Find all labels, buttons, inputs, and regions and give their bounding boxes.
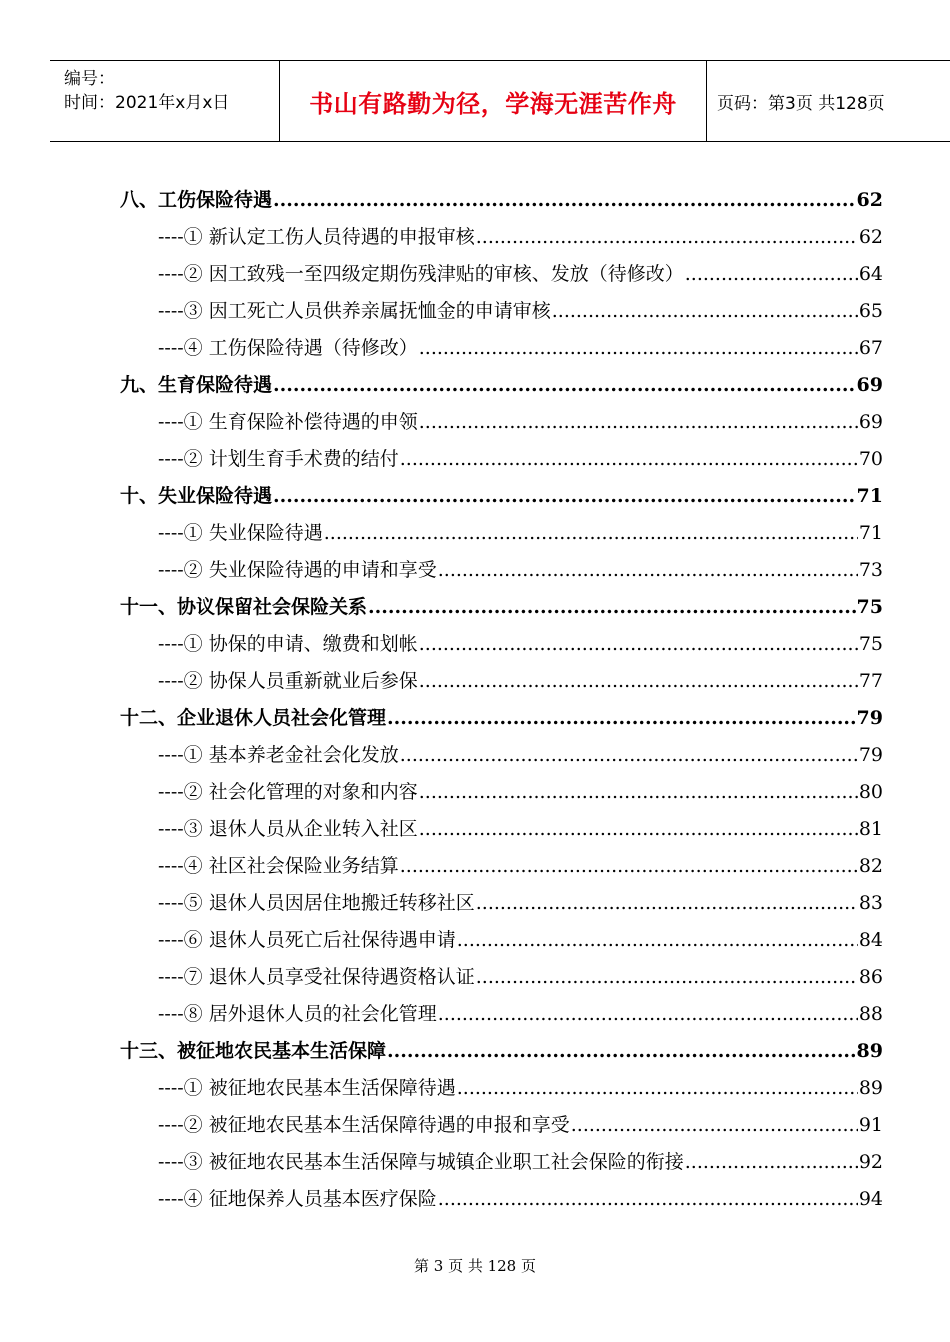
toc-entry[interactable] — [120, 885, 883, 922]
toc-entry-page: 70 — [858, 448, 883, 470]
toc-entry-page: 80 — [858, 781, 883, 803]
toc-entry-page: 81 — [858, 818, 883, 840]
page-footer: 第 3 页 共 128 页 — [413, 1257, 536, 1275]
toc-entry-title: 十三、被征地农民基本生活保障 — [120, 1040, 387, 1062]
toc-entry[interactable] — [120, 256, 883, 293]
toc-entry[interactable] — [120, 737, 883, 774]
toc-entry-page: 89 — [858, 1077, 883, 1099]
toc-leader-dots — [387, 1033, 856, 1070]
toc-entry-title: ----⑥ 退休人员死亡后社保待遇申请 — [158, 929, 456, 951]
toc-entry-page: 75 — [858, 633, 883, 655]
toc-entry-title: 十一、协议保留社会保险关系 — [120, 596, 368, 618]
page-header — [50, 60, 950, 142]
toc-entry[interactable] — [120, 811, 883, 848]
toc-entry[interactable] — [120, 922, 883, 959]
toc-entry-page: 65 — [858, 300, 883, 322]
toc-entry-page: 64 — [858, 263, 883, 285]
toc-entry-title: ----② 社会化管理的对象和内容 — [158, 781, 418, 803]
toc-entry[interactable] — [120, 626, 883, 663]
toc-entry-page: 84 — [858, 929, 883, 951]
toc-entry[interactable] — [120, 404, 883, 441]
toc-entry-title: 十二、企业退休人员社会化管理 — [120, 707, 387, 729]
toc-leader-dots — [476, 959, 858, 996]
toc-entry[interactable] — [120, 515, 883, 552]
toc-entry[interactable] — [120, 1107, 883, 1144]
toc-leader-dots — [419, 663, 858, 700]
toc-entry-page: 88 — [858, 1003, 883, 1025]
toc-entry-page: 62 — [858, 226, 883, 248]
toc-leader-dots — [476, 885, 858, 922]
toc-entry[interactable] — [120, 1181, 883, 1218]
toc-entry[interactable] — [120, 330, 883, 367]
toc-entry-title: ----③ 被征地农民基本生活保障与城镇企业职工社会保险的衔接 — [158, 1151, 684, 1173]
toc-entry-title: ----② 协保人员重新就业后参保 — [158, 670, 418, 692]
toc-entry[interactable] — [120, 219, 883, 256]
toc-entry-page: 77 — [858, 670, 883, 692]
toc-entry-title: ----① 生育保险补偿待遇的申领 — [158, 411, 418, 433]
number-label: 编号： — [64, 69, 115, 89]
toc-entry-title: 九、生育保险待遇 — [120, 374, 273, 396]
toc-entry-title: ----⑧ 居外退休人员的社会化管理 — [158, 1003, 437, 1025]
toc-leader-dots — [571, 1107, 858, 1144]
toc-leader-dots — [457, 1070, 858, 1107]
table-of-contents — [120, 182, 883, 1218]
toc-entry-page: 82 — [858, 855, 883, 877]
toc-entry[interactable] — [120, 700, 883, 737]
toc-entry[interactable] — [120, 774, 883, 811]
toc-leader-dots — [438, 1181, 858, 1218]
toc-entry-title: ----② 计划生育手术费的结付 — [158, 448, 399, 470]
toc-entry-title: ----④ 工伤保险待遇（待修改） — [158, 337, 418, 359]
toc-entry-page: 89 — [856, 1040, 883, 1062]
toc-leader-dots — [552, 293, 858, 330]
toc-leader-dots — [400, 737, 858, 774]
toc-entry-title: ----⑦ 退休人员享受社保待遇资格认证 — [158, 966, 475, 988]
toc-entry-title: ----④ 征地保养人员基本医疗保险 — [158, 1188, 437, 1210]
time-label: 时间：2021年x月x日 — [64, 93, 230, 113]
toc-leader-dots — [387, 700, 856, 737]
toc-entry-page: 71 — [858, 522, 883, 544]
toc-entry-page: 69 — [858, 411, 883, 433]
toc-entry-title: ----② 失业保险待遇的申请和享受 — [158, 559, 437, 581]
toc-entry[interactable] — [120, 552, 883, 589]
toc-entry-title: ----① 被征地农民基本生活保障待遇 — [158, 1077, 456, 1099]
toc-entry-page: 83 — [858, 892, 883, 914]
toc-entry[interactable] — [120, 1144, 883, 1181]
toc-leader-dots — [438, 552, 858, 589]
toc-leader-dots — [273, 478, 856, 515]
toc-entry-title: ----③ 因工死亡人员供养亲属抚恤金的申请审核 — [158, 300, 551, 322]
toc-leader-dots — [419, 774, 858, 811]
toc-leader-dots — [685, 1144, 858, 1181]
toc-entry[interactable] — [120, 663, 883, 700]
toc-leader-dots — [419, 626, 858, 663]
toc-leader-dots — [400, 848, 858, 885]
toc-entry-title: ----③ 退休人员从企业转入社区 — [158, 818, 418, 840]
toc-entry[interactable] — [120, 293, 883, 330]
toc-entry[interactable] — [120, 367, 883, 404]
toc-entry-page: 73 — [858, 559, 883, 581]
toc-entry-page: 67 — [858, 337, 883, 359]
toc-leader-dots — [273, 367, 856, 404]
toc-leader-dots — [324, 515, 858, 552]
toc-leader-dots — [368, 589, 856, 626]
header-motto: 书山有路勤为径，学海无涯苦作舟 — [280, 61, 707, 141]
toc-entry[interactable] — [120, 441, 883, 478]
toc-entry[interactable] — [120, 848, 883, 885]
header-page-info: 页码：第3页 共128页 — [717, 93, 885, 114]
toc-entry-page: 79 — [856, 707, 883, 729]
toc-leader-dots — [419, 330, 858, 367]
toc-leader-dots — [400, 441, 858, 478]
toc-leader-dots — [273, 182, 856, 219]
toc-leader-dots — [685, 256, 858, 293]
toc-entry-title: ----① 新认定工伤人员待遇的申报审核 — [158, 226, 475, 248]
toc-entry-title: ----⑤ 退休人员因居住地搬迁转移社区 — [158, 892, 475, 914]
toc-entry-page: 75 — [856, 596, 883, 618]
toc-entry[interactable] — [120, 1033, 883, 1070]
toc-leader-dots — [438, 996, 858, 1033]
toc-entry-title: ----② 被征地农民基本生活保障待遇的申报和享受 — [158, 1114, 570, 1136]
toc-entry-page: 92 — [858, 1151, 883, 1173]
toc-entry-title: 八、工伤保险待遇 — [120, 189, 273, 211]
toc-entry[interactable] — [120, 1070, 883, 1107]
toc-entry[interactable] — [120, 589, 883, 626]
toc-entry-page: 91 — [858, 1114, 883, 1136]
toc-entry[interactable] — [120, 478, 883, 515]
toc-entry-page: 62 — [856, 189, 883, 211]
header-meta — [50, 61, 280, 141]
toc-entry-title: ----① 基本养老金社会化发放 — [158, 744, 399, 766]
toc-entry-page: 71 — [856, 485, 883, 507]
toc-entry[interactable] — [120, 182, 883, 219]
toc-entry-page: 79 — [858, 744, 883, 766]
toc-entry[interactable] — [120, 996, 883, 1033]
toc-entry[interactable] — [120, 959, 883, 996]
toc-leader-dots — [476, 219, 858, 256]
toc-entry-page: 69 — [856, 374, 883, 396]
toc-entry-title: ----① 协保的申请、缴费和划帐 — [158, 633, 418, 655]
toc-entry-title: ----④ 社区社会保险业务结算 — [158, 855, 399, 877]
toc-entry-page: 86 — [858, 966, 883, 988]
toc-entry-title: 十、失业保险待遇 — [120, 485, 273, 507]
toc-entry-title: ----① 失业保险待遇 — [158, 522, 323, 544]
toc-leader-dots — [419, 811, 858, 848]
toc-leader-dots — [457, 922, 858, 959]
toc-entry-title: ----② 因工致残一至四级定期伤残津贴的审核、发放（待修改） — [158, 263, 684, 285]
toc-entry-page: 94 — [858, 1188, 883, 1210]
toc-leader-dots — [419, 404, 858, 441]
